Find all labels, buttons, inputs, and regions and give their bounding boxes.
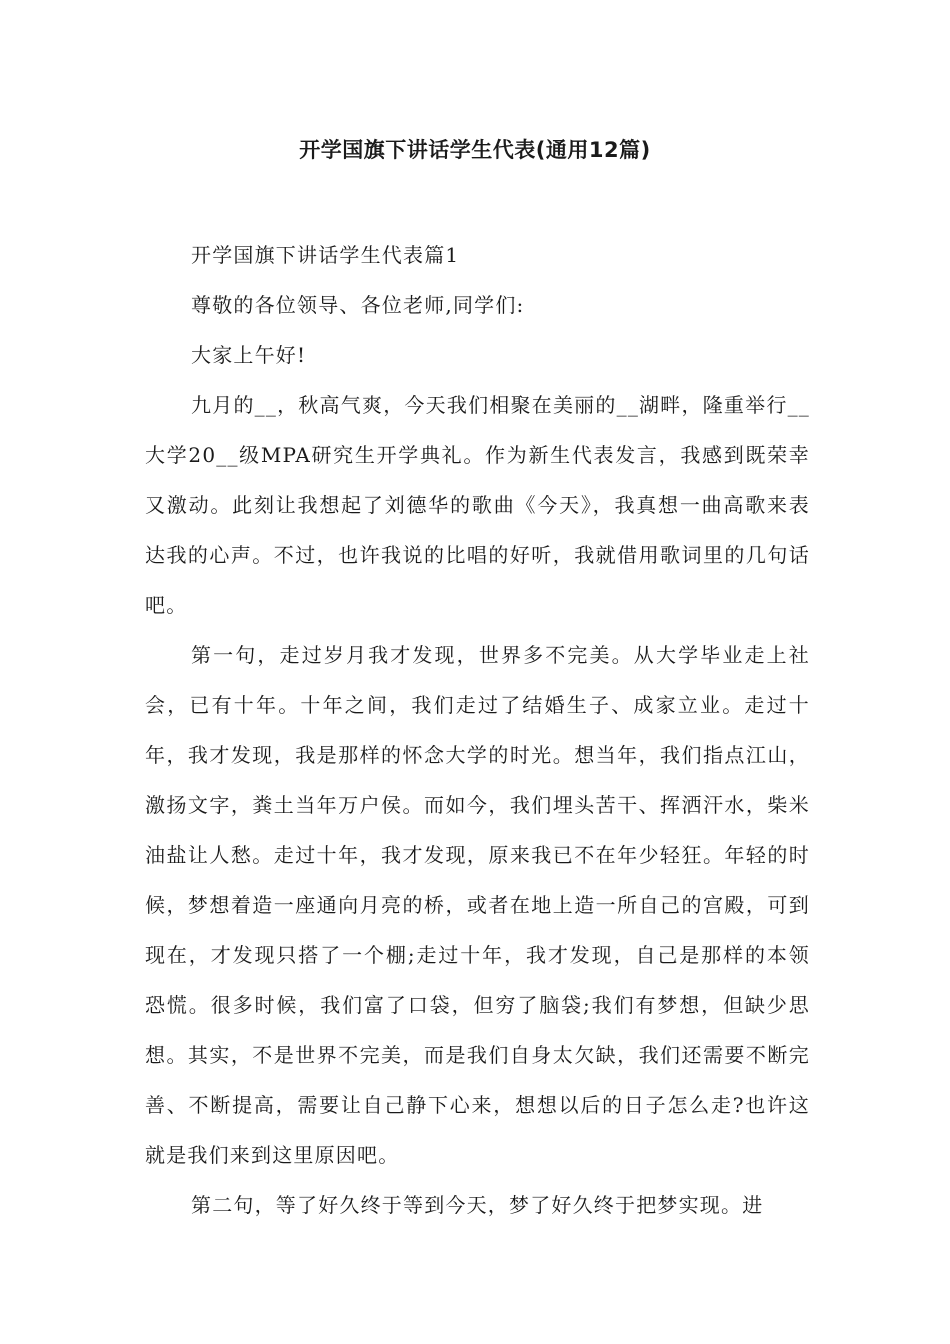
paragraph-2: 第一句，走过岁月我才发现，世界多不完美。从大学毕业走上社会，已有十年。十年之间，我们走过了结婚生子、成家立业。走过十年，我才发现，我是那样的怀念大学的时光。想当年，我们指点江山，激扬文字，粪土当年万户侯。而如今，我们埋头苦干、挥洒汗水，柴米油盐让人愁。走过十年，我才发现，原来我已不在年少轻狂。年轻的时候，梦想着造一座通向月亮的桥，或者在地上造一所自己的宫殿，可到现在，才发现只搭了一个棚;走过十年，我才发现，自己是那样的本领恐慌。很多时候，我们富了口袋，但穷了脑袋;我们有梦想，但缺少思想。其实，不是世界不完美，而是我们自身太欠缺，我们还需要不断完善、不断提高，需要让自己静下心来，想想以后的日子怎么走?也许这就是我们来到这里原因吧。 [145,643,810,1167]
salutation: 尊敬的各位领导、各位老师,同学们: [191,293,525,317]
document-body [145,230,810,1230]
paragraph-1: 九月的__，秋高气爽，今天我们相聚在美丽的__湖畔，隆重举行__大学20__级MPA研究生开学典礼。作为新生代表发言，我感到既荣幸又激动。此刻让我想起了刘德华的歌曲《今天》，我真想一曲高歌来表达我的心声。不过，也许我说的比唱的好听，我就借用歌词里的几句话吧。 [145,393,810,617]
paragraph-3: 第二句，等了好久终于等到今天，梦了好久终于把梦实现。进 [191,1193,764,1217]
greeting: 大家上午好! [191,343,307,367]
document-title: 开学国旗下讲话学生代表(通用12篇) [299,138,651,162]
section-heading: 开学国旗下讲话学生代表篇1 [191,243,460,267]
